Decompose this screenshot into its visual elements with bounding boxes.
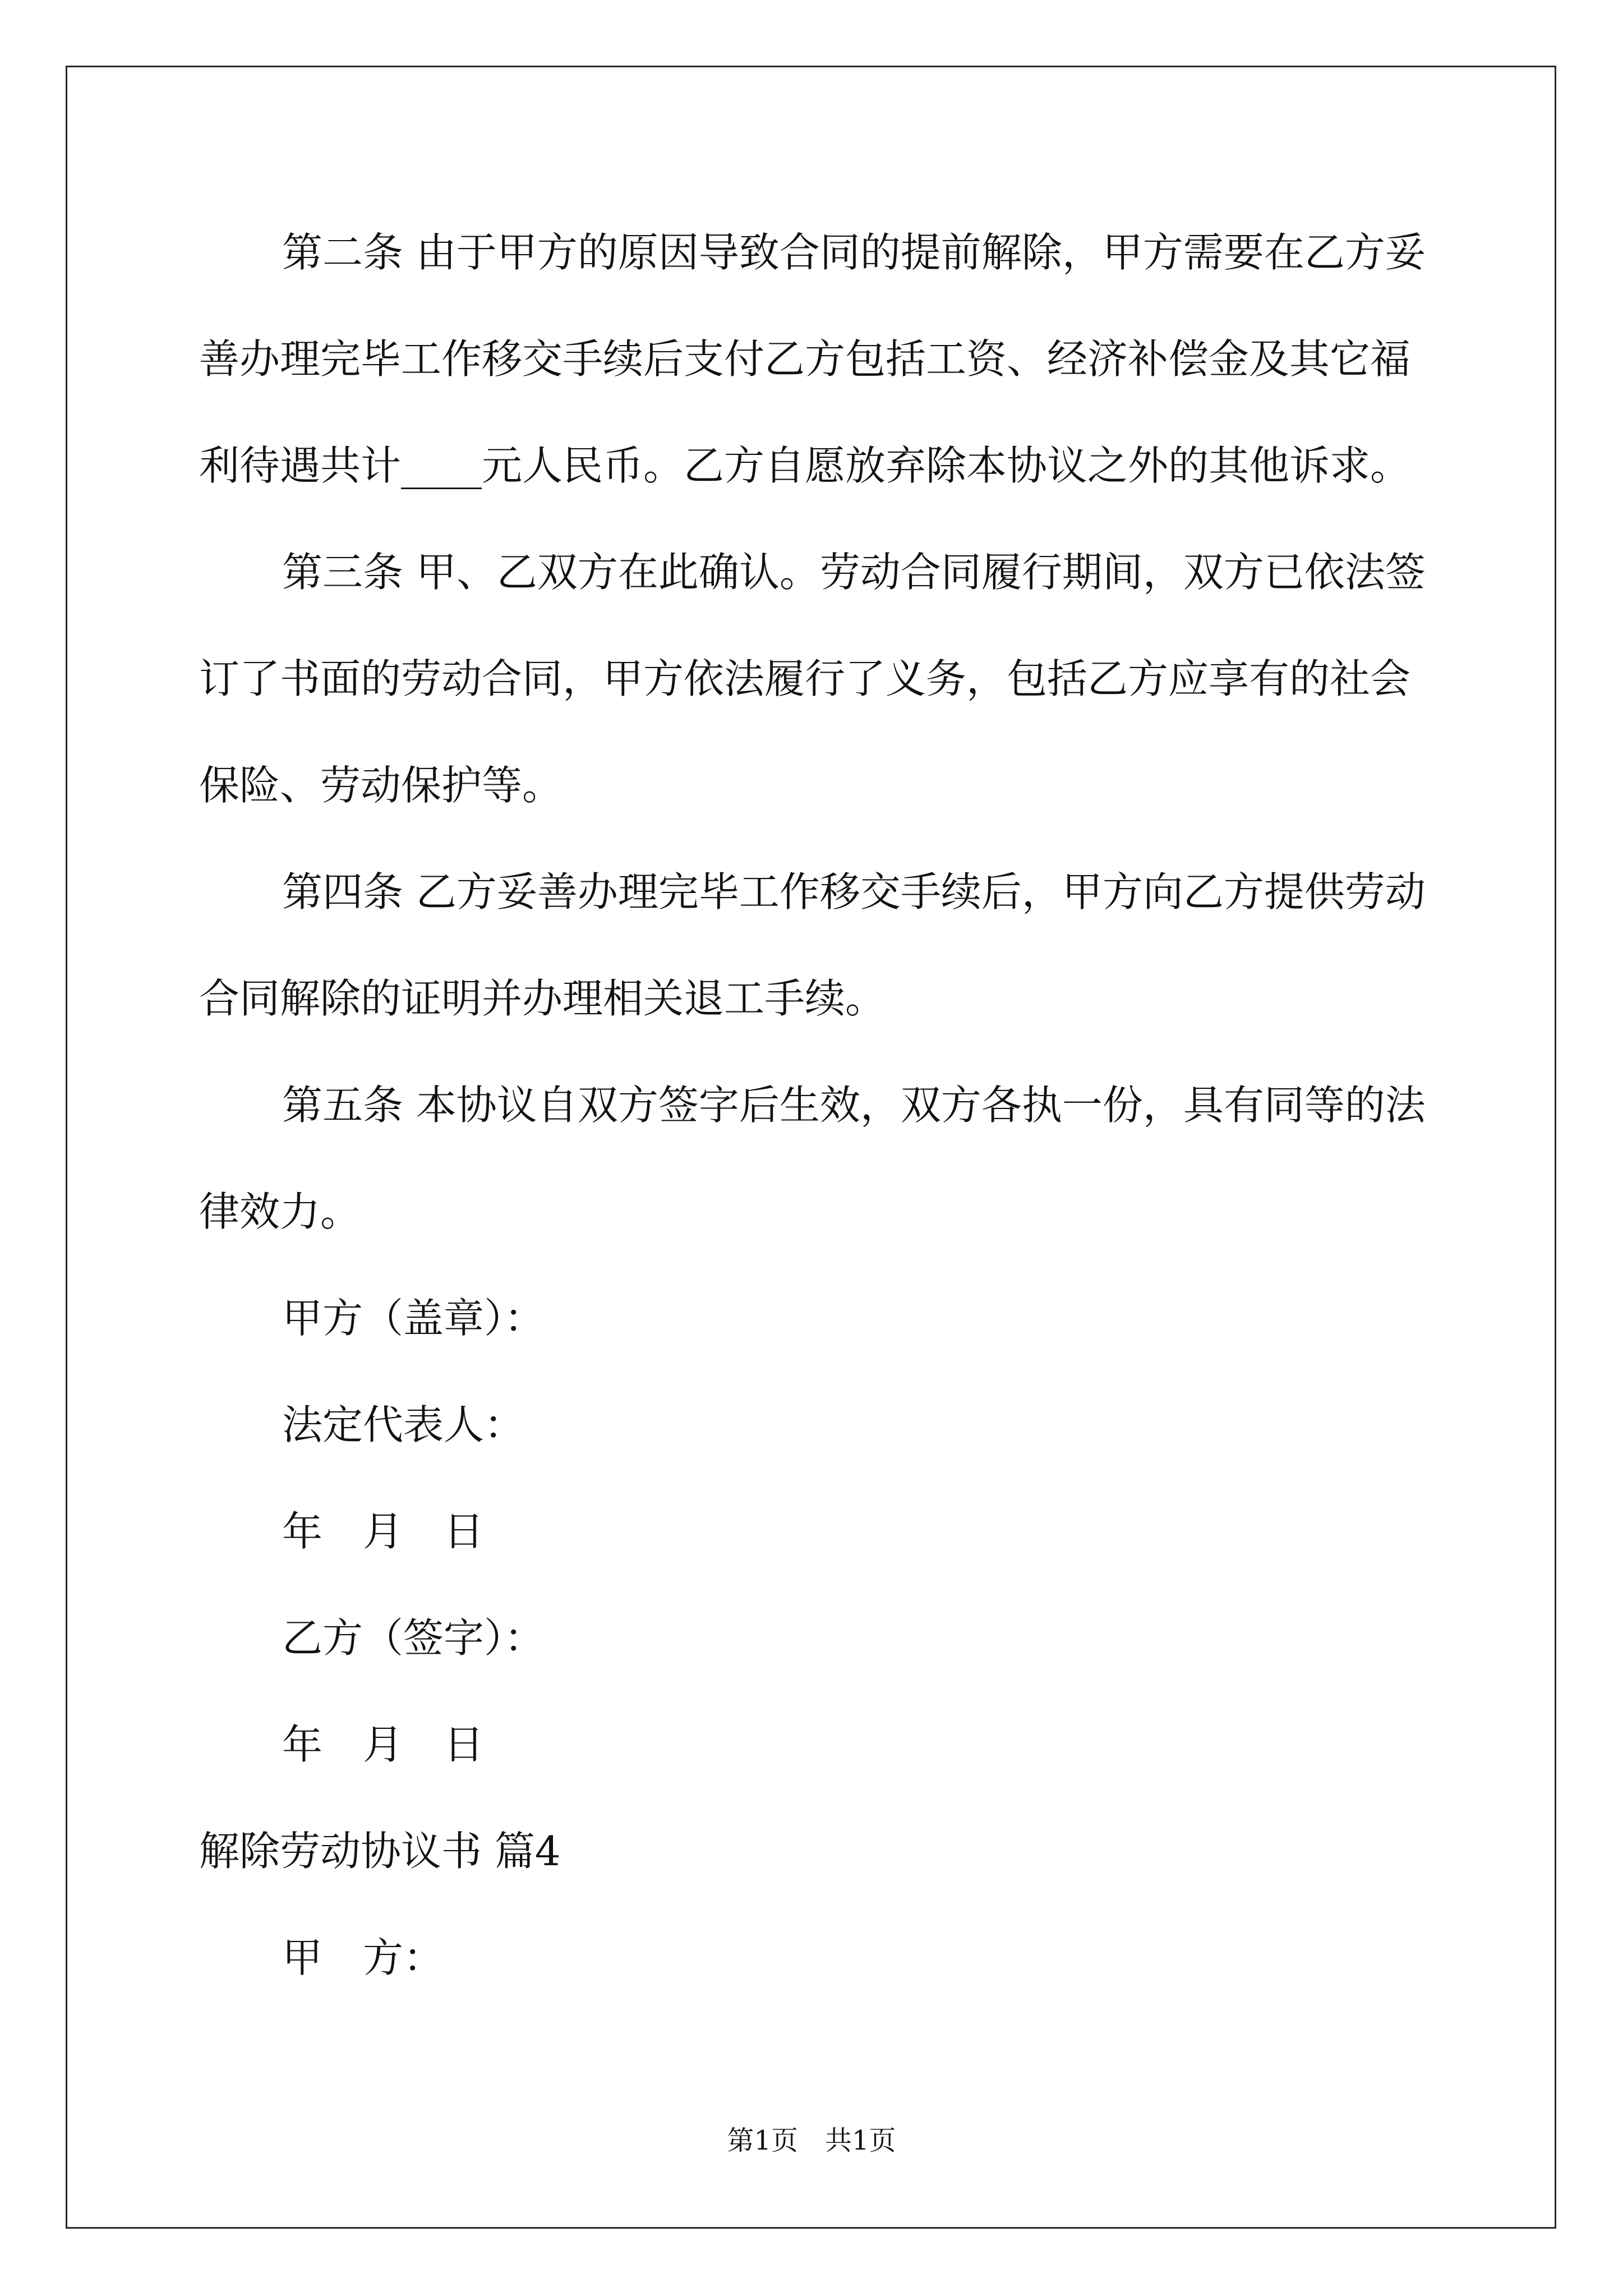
date-line-b: 年 月 日	[282, 1721, 485, 1768]
party-a-label: 甲 方：	[282, 1934, 444, 1981]
article-2-line-2: 善办理完毕工作移交手续后支付乙方包括工资、经济补偿金及其它福	[199, 335, 1411, 383]
legal-representative: 法定代表人：	[282, 1401, 525, 1448]
article-4-line-2: 合同解除的证明并办理相关退工手续。	[199, 975, 886, 1022]
page-number-footer: 第1页 共1页	[727, 2125, 896, 2156]
party-b-signature: 乙方（签字）：	[282, 1614, 545, 1662]
party-a-seal: 甲方（盖章）：	[282, 1295, 545, 1342]
article-5-line-1: 第五条 本协议自双方签字后生效，双方各执一份，具有同等的法	[282, 1082, 1426, 1129]
article-4-line-1: 第四条 乙方妥善办理完毕工作移交手续后，甲方向乙方提供劳动	[282, 868, 1426, 915]
article-3-line-1: 第三条 甲、乙双方在此确认。劳动合同履行期间，双方已依法签	[282, 549, 1426, 596]
article-3-line-2: 订了书面的劳动合同，甲方依法履行了义务，包括乙方应享有的社会	[199, 655, 1411, 702]
article-2-line-1: 第二条 由于甲方的原因导致合同的提前解除，甲方需要在乙方妥	[282, 229, 1426, 276]
article-2-line-3: 利待遇共计____元人民币。乙方自愿放弃除本协议之外的其他诉求。	[199, 442, 1411, 489]
section-heading: 解除劳动协议书 篇4	[199, 1828, 561, 1875]
article-5-line-2: 律效力。	[199, 1188, 361, 1235]
page-border	[66, 66, 1556, 2229]
date-line-a: 年 月 日	[282, 1508, 485, 1555]
article-3-line-3: 保险、劳动保护等。	[199, 762, 563, 809]
